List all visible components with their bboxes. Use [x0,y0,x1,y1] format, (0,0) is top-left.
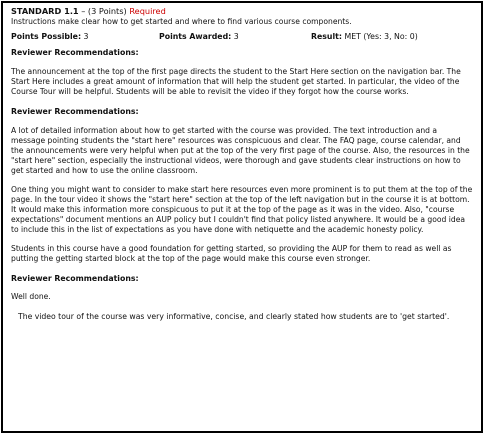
reviewer-heading-1: Reviewer Recommendations: [11,48,139,57]
review-3-paragraph-2: The video tour of the course was very informative, concise, and clearly stated how students are to 'get started'. [18,312,450,321]
points-possible [11,32,159,42]
points-possible-value: 3 [83,32,89,41]
standard-header [11,6,473,17]
points-awarded [159,32,311,42]
result [311,32,418,42]
standard-description: Instructions make clear how to get started and where to find various course components. [11,17,352,26]
result-value: MET (Yes: 3, No: 0) [344,32,418,41]
required-badge: Required [129,6,166,16]
reviewer-heading-3: Reviewer Recommendations: [11,274,139,283]
review-panel [1,1,483,433]
review-2-paragraph-1: A lot of detailed information about how to get started with the course was provided. The text introduction and a message pointing students the "start here" resources was conspicuous and clear. The FAQ page, course calendar, and the announcements were very helpful when put at the top of the very first page of the course. Also, the resources in the "start here" section, especially the instructional videos, were thorough and gave students clear instructions on how to get started and how to use the online classroom. [11,126,470,175]
review-3-paragraph-1: Well done. [11,292,51,301]
reviewer-heading-2: Reviewer Recommendations: [11,107,139,116]
review-2-paragraph-3: Students in this course have a good foundation for getting started, so providing the AUP for them to read as well as putting the getting started block at the top of the page would make this course even stronger. [11,244,452,263]
points-awarded-value: 3 [233,32,239,41]
points-awarded-label: Points Awarded: [159,32,232,41]
review-1-paragraph-1: The announcement at the top of the first page directs the student to the Start Here section on the navigation bar. The Start Here includes a great amount of information that will help the student get started. In particular, the video of the Course Tour will be helpful. Students will be able to revisit the video if they forgot how the course works. [11,67,461,96]
points-possible-label: Points Possible: [11,32,82,41]
score-row [11,32,473,42]
standard-label: STANDARD 1.1 [11,6,79,16]
standard-points: – (3 Points) [81,6,127,16]
review-2-paragraph-2: One thing you might want to consider to make start here resources even more prominent is to put them at the top of the page. In the tour video it shows the "start here" section at the top of the left navigation but in the course it is at bottom. It would make this information more conspicuous to put it at the top of the page as it was in the video. Also, "course expectations" document mentions an AUP policy but I couldn't find that policy listed anywhere. It would be a good idea to include this in the list of expectations as you have done with netiquette and the academic honesty policy. [11,185,473,234]
result-label: Result: [311,32,343,41]
